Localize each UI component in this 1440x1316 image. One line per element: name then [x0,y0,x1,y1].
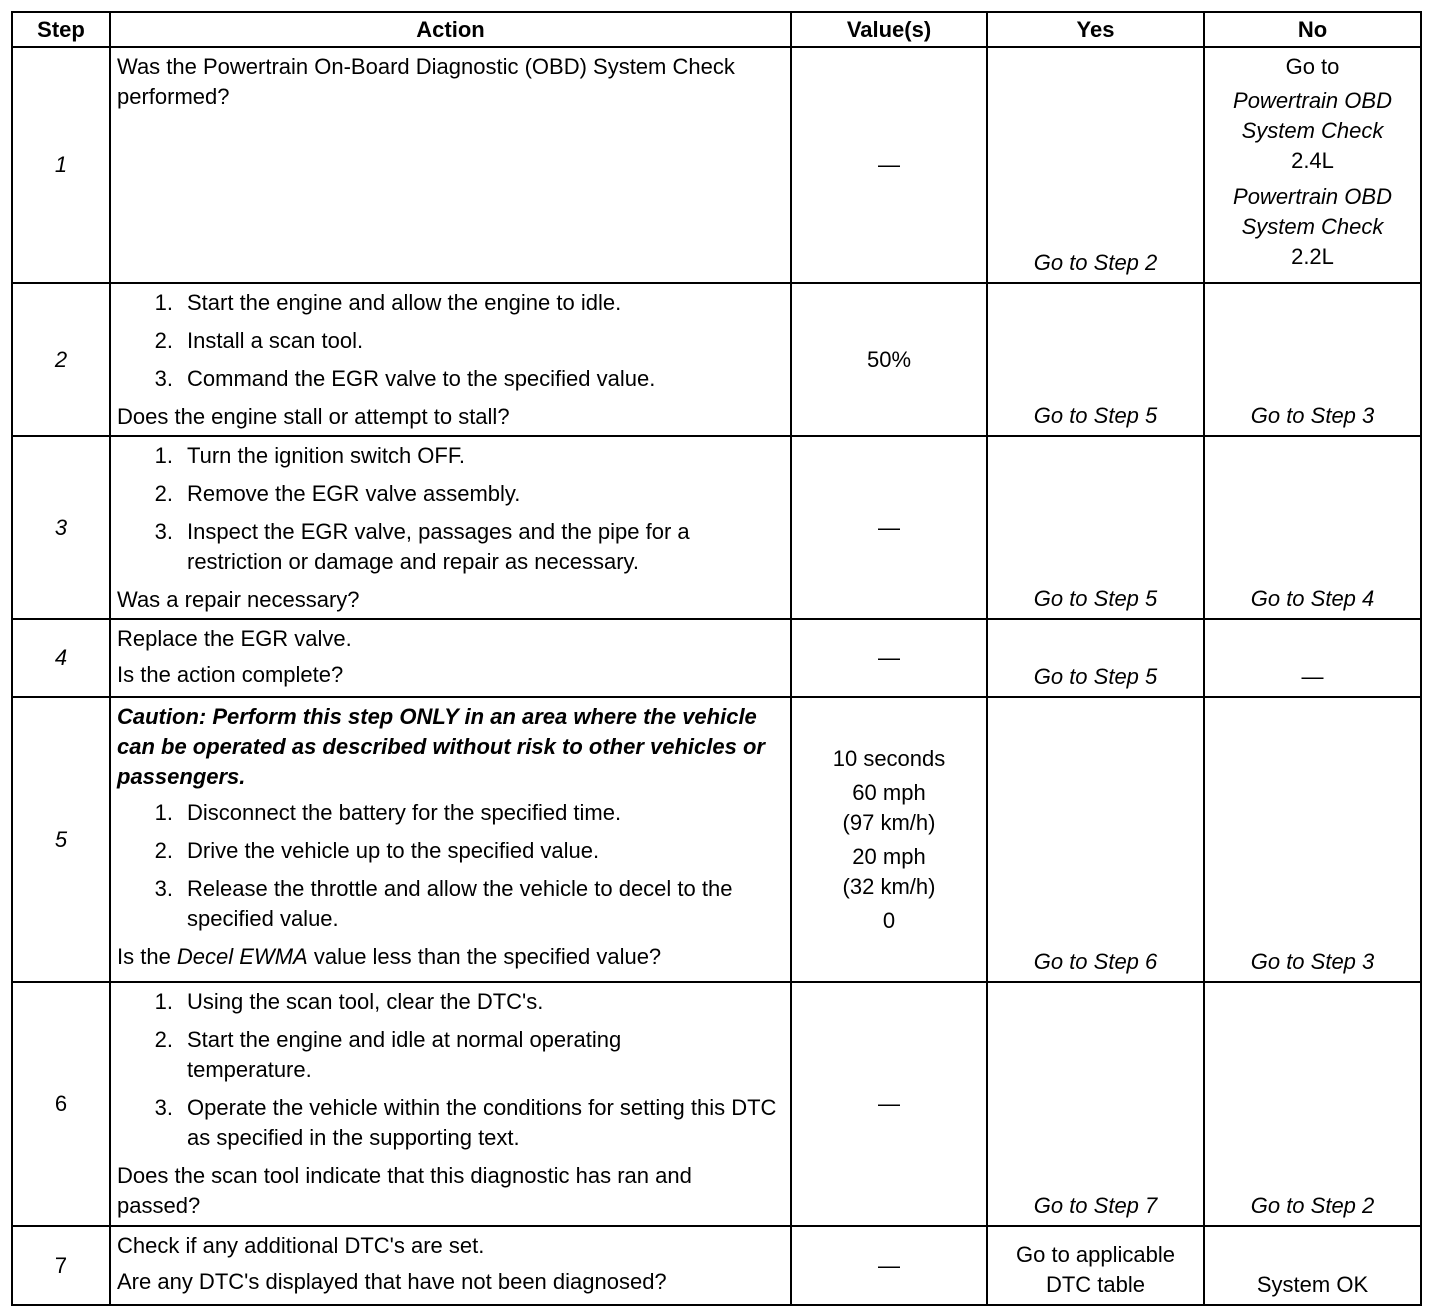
list-item: 1. Turn the ignition switch OFF. [154,443,465,468]
action-steps [117,798,780,934]
step-number: 7 [12,1226,110,1305]
value-line: 20 mph (32 km/h) [842,843,936,899]
list-item: 1. Start the engine and allow the engine to idle. [154,290,622,315]
no-cell: Go to Step 3 [1204,697,1421,982]
list-item: 1. Using the scan tool, clear the DTC's. [154,989,544,1014]
no-ref-variant: 2.2L [1291,244,1334,269]
list-item: 3. Command the EGR valve to the specified value. [154,366,656,391]
yes-cell: Go to Step 5 [987,283,1204,436]
decel-ewma-term: Decel EWMA [176,944,308,969]
value-cell: — [791,619,987,697]
step-number: 6 [12,982,110,1226]
value-cell: — [791,982,987,1226]
action-steps [117,987,780,1153]
value-line: 0 [882,907,896,933]
action-steps [117,441,780,577]
table-row [12,436,1421,619]
header-no: No [1204,12,1421,47]
no-lead: Go to [1285,54,1340,79]
list-item: 1. Disconnect the battery for the specified time. [154,800,622,825]
step-number: 5 [12,697,110,982]
no-cell: — [1204,619,1421,697]
no-ref-link[interactable]: Powertrain OBD System Check [1233,88,1392,143]
no-cell [1204,47,1421,283]
list-item: 3. Operate the vehicle within the conditions for setting this DTC as specified in the supporting text. [154,1095,777,1150]
diagnostic-table [11,11,1422,1306]
yes-cell: Go to Step 6 [987,697,1204,982]
yes-cell: Go to Step 7 [987,982,1204,1226]
action-question: Are any DTC's displayed that have not been diagnosed? [117,1269,667,1294]
header-row [12,12,1421,47]
step-number: 2 [12,283,110,436]
list-item: 2. Start the engine and idle at normal operating temperature. [154,1027,622,1082]
action-question: Was a repair necessary? [117,587,360,612]
table-row [12,283,1421,436]
header-values: Value(s) [791,12,987,47]
list-item: 3. Release the throttle and allow the vehicle to decel to the specified value. [154,876,733,931]
no-ref-variant: 2.4L [1291,148,1334,173]
list-item: 2. Install a scan tool. [154,328,364,353]
action-line: Check if any additional DTC's are set. [117,1233,485,1258]
action-question: Is the Decel EWMA value less than the specified value? [117,944,662,969]
no-cell: Go to Step 4 [1204,436,1421,619]
no-cell: Go to Step 3 [1204,283,1421,436]
caution-text: Caution: Perform this step ONLY in an area where the vehicle can be operated as described without risk to other vehicles or passengers. [117,704,765,789]
action-steps [117,288,780,394]
value-line: 10 seconds [832,745,946,771]
value-cell: — [791,47,987,283]
table-row [12,1226,1421,1305]
yes-cell: Go to Step 2 [987,47,1204,283]
header-yes: Yes [987,12,1204,47]
step-number: 3 [12,436,110,619]
table-row [12,697,1421,982]
list-item: 2. Drive the vehicle up to the specified value. [154,838,600,863]
table-row [12,982,1421,1226]
action-question: Does the engine stall or attempt to stall? [117,404,510,429]
action-cell [110,982,791,1226]
action-question: Does the scan tool indicate that this diagnostic has ran and passed? [117,1163,692,1218]
header-action: Action [110,12,791,47]
header-step: Step [12,12,110,47]
action-cell [110,436,791,619]
action-cell [110,283,791,436]
yes-cell: Go to Step 5 [987,619,1204,697]
action-cell [110,47,791,283]
value-cell: 50% [791,283,987,436]
value-cell [791,697,987,982]
action-question: Was the Powertrain On-Board Diagnostic (OBD) System Check performed? [117,54,735,109]
table-row [12,619,1421,697]
value-line: 60 mph (97 km/h) [842,779,936,835]
action-question: Is the action complete? [117,662,344,687]
no-ref-link[interactable]: Powertrain OBD System Check [1233,184,1392,239]
step-number: 4 [12,619,110,697]
no-cell: System OK [1204,1226,1421,1305]
action-cell [110,697,791,982]
action-cell [110,619,791,697]
no-cell: Go to Step 2 [1204,982,1421,1226]
list-item: 3. Inspect the EGR valve, passages and the pipe for a restriction or damage and repair as necessary. [154,519,690,574]
value-cell: — [791,1226,987,1305]
table-row [12,47,1421,283]
value-cell: — [791,436,987,619]
yes-cell: Go to Step 5 [987,436,1204,619]
action-cell [110,1226,791,1305]
yes-cell: Go to applicable DTC table [987,1226,1204,1305]
step-number: 1 [12,47,110,283]
list-item: 2. Remove the EGR valve assembly. [154,481,521,506]
action-line: Replace the EGR valve. [117,626,352,651]
